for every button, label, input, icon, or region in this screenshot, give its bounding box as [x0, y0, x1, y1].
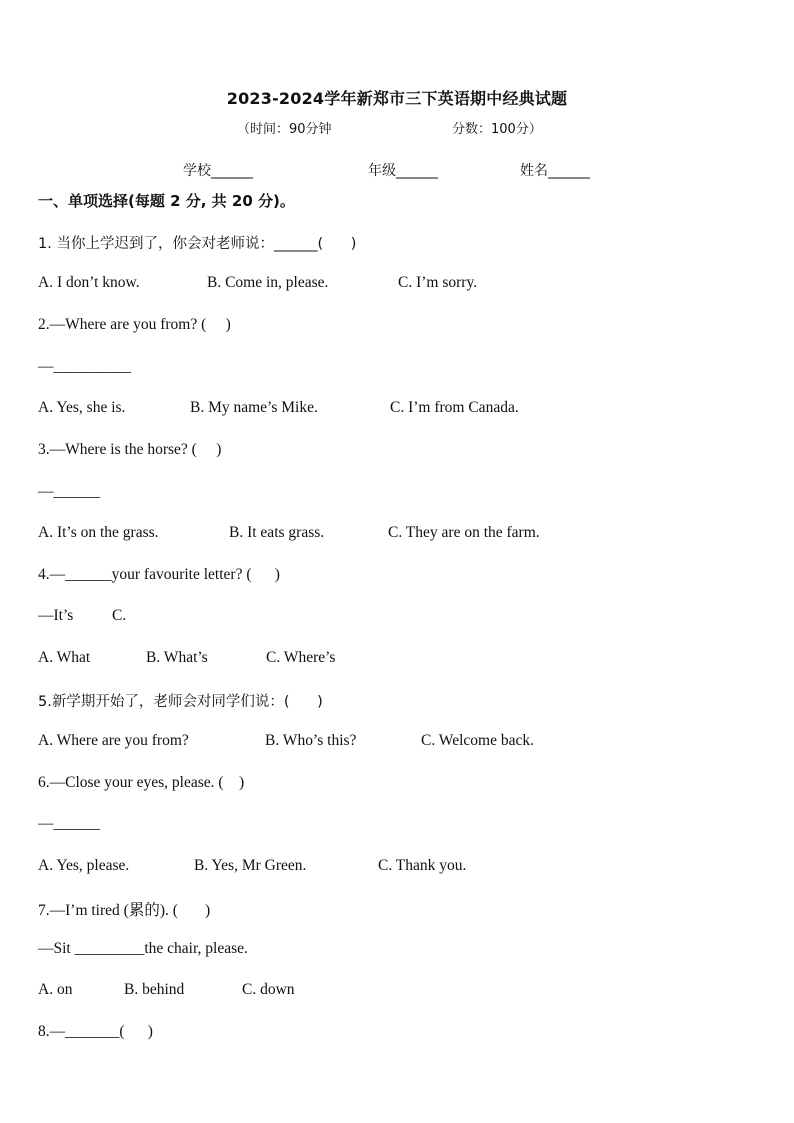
question-5-option-c: C. Welcome back.: [421, 732, 534, 749]
question-1-option-a: A. I don’t know.: [38, 274, 140, 291]
question-5-stem: 5.新学期开始了，老师会对同学们说：( ): [38, 694, 323, 710]
grade-field: 年级______: [368, 163, 438, 179]
question-6-stem: 6.—Close your eyes, please. ( ): [38, 774, 245, 791]
question-5-option-b: B. Who’s this?: [265, 732, 357, 749]
question-6-option-c: C. Thank you.: [378, 857, 467, 874]
question-2-stem: 2.—Where are you from? ( ): [38, 316, 231, 333]
question-7-option-a: A. on: [38, 981, 73, 998]
question-8-stem: 8.—_______( ): [38, 1023, 153, 1040]
question-6-option-b: B. Yes, Mr Green.: [194, 857, 307, 874]
question-1-option-c: C. I’m sorry.: [398, 274, 478, 291]
question-2-option-c: C. I’m from Canada.: [390, 399, 519, 416]
question-1-option-b: B. Come in, please.: [207, 274, 329, 291]
question-2-answer-line: —__________: [38, 358, 131, 375]
question-4-answer-line: —It’s C.: [38, 607, 127, 624]
question-7-option-b: B. behind: [124, 981, 185, 998]
question-3-option-b: B. It eats grass.: [229, 524, 325, 541]
exam-title: 2023-2024学年新郑市三下英语期中经典试题: [226, 89, 568, 108]
question-3-option-a: A. It’s on the grass.: [38, 524, 159, 541]
question-3-option-c: C. They are on the farm.: [388, 524, 540, 541]
question-2-option-a: A. Yes, she is.: [38, 399, 126, 416]
question-4-option-b: B. What’s: [146, 649, 208, 666]
question-6-option-a: A. Yes, please.: [38, 857, 130, 874]
question-1-stem: 1. 当你上学迟到了，你会对老师说：______( ): [38, 236, 357, 252]
section-heading: 一、单项选择(每题 2 分, 共 20 分)。: [38, 192, 295, 210]
question-7-answer-line: —Sit _________the chair, please.: [38, 940, 248, 957]
question-7-option-c: C. down: [242, 981, 295, 998]
question-2-option-b: B. My name’s Mike.: [190, 399, 318, 416]
question-4-option-a: A. What: [38, 649, 91, 666]
question-3-stem: 3.—Where is the horse? ( ): [38, 441, 222, 458]
exam-time: （时间：90分钟: [237, 122, 332, 137]
question-5-option-a: A. Where are you from?: [38, 732, 189, 749]
question-7-stem: 7.—I’m tired (累的). ( ): [38, 902, 211, 919]
question-3-answer-line: —______: [38, 483, 100, 500]
question-4-option-c: C. Where’s: [266, 649, 336, 666]
school-field: 学校______: [183, 163, 253, 179]
name-field: 姓名______: [520, 163, 590, 179]
question-6-answer-line: —______: [38, 815, 100, 832]
exam-score: 分数：100分）: [452, 122, 542, 137]
question-4-stem: 4.—______your favourite letter? ( ): [38, 566, 280, 583]
